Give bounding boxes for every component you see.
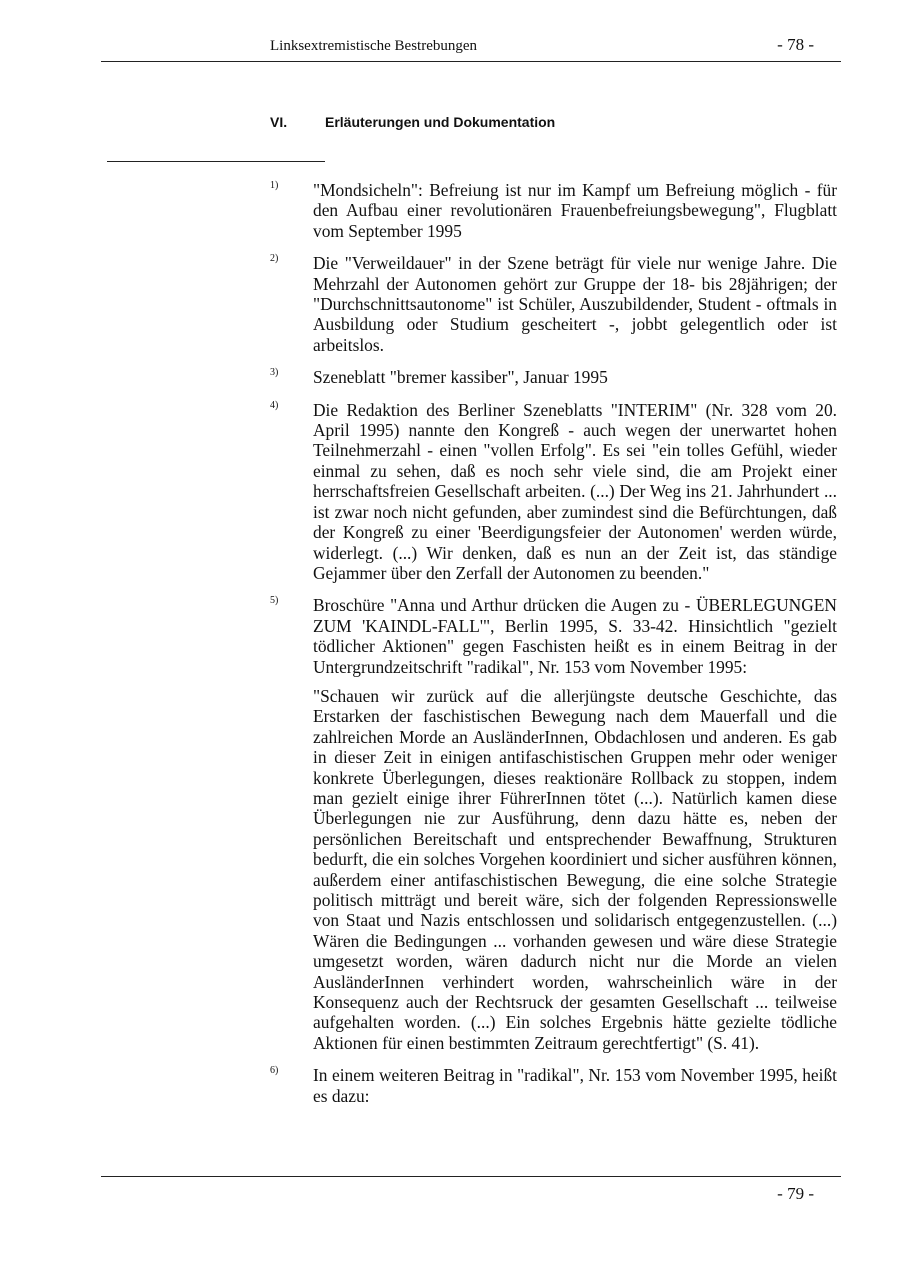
footnote-text: Broschüre "Anna und Arthur drücken die Augen zu - ÜBERLEGUNGEN ZUM 'KAINDL-FALL'", Berlin 1995, S. 33-42. Hinsichtlich "gezielt tödlicher Aktionen" gegen Faschisten heißt es in einem Beitrag in der Untergrundzeitschrift "radikal", Nr. 153 vom November 1995: bbox=[313, 595, 837, 677]
footnote-text: Szeneblatt "bremer kassiber", Januar 1995 bbox=[313, 367, 608, 388]
header-rule bbox=[101, 61, 841, 62]
footnote-separator bbox=[107, 161, 325, 162]
footnote-text: Die Redaktion des Berliner Szeneblatts "INTERIM" (Nr. 328 vom 20. April 1995) nannte den Kongreß - auch wegen der unerwartet hohen Teilnehmerzahl - einen "vollen Erfolg". Es sei "ein tolles Gefühl, wieder einmal zu sehen, daß es noch sehr viele sind, die am Projekt einer herrschaftsfreien Gesellschaft arbeiten. (...) Der Weg ins 21. Jahrhundert ... ist zwar noch nicht gefunden, aber zumindest sind die Befürchtungen, daß der Kongreß zu einer 'Beerdigungsfeier der Autonomen' werden würde, widerlegt. (...) Wir denken, daß es nun an der Zeit ist, das ständige Gejammer über den Zerfall der Autonomen zu beenden." bbox=[313, 399, 837, 583]
footnote-marker: 3) bbox=[270, 367, 279, 379]
footnote-marker: 5) bbox=[270, 595, 279, 607]
header-page-number: - 78 - bbox=[777, 35, 814, 54]
footnote-marker: 4) bbox=[270, 399, 279, 411]
footnote-marker: 6) bbox=[270, 1065, 279, 1077]
footnote-4 bbox=[270, 400, 837, 584]
footer-rule bbox=[101, 1176, 841, 1177]
footnote-quote: "Schauen wir zurück auf die allerjüngste deutsche Geschichte, das Erstarken der faschistischen Bewegung nach dem Mauerfall und die zahlreichen Morde an AusländerInnen, Obdachlosen und anderen. Es gab in dieser Zeit in einigen antifaschistischen Gruppen mehr oder weniger konkrete Überlegungen, dieses reaktionäre Rollback zu stoppen, indem man gezielt einige ihrer FührerInnen tötet (...). Natürlich kamen diese Überlegungen nie zur Ausführung, denn dazu hätte es, neben der persönlichen Bereitschaft und entsprechender Bewaffnung, Strukturen bedurft, die ein solches Vorgehen koordiniert und sicher ausführen können, außerdem einer antifaschistischen Bewegung, die eine solche Strategie politisch mitträgt und bereit wäre, sich der folgenden Repressionswelle von Staat und Nazis entschlossen und solidarisch entgegenzustellen. (...) Wären die Bedingungen ... vorhanden gewesen und wäre diese Strategie umgesetzt worden, wären dadurch nicht nur die Morde an vielen AusländerInnen verhindert worden, wahrscheinlich wäre in der Konsequenz auch der Rechtsruck der gesamten Gesellschaft ... teilweise aufgehalten worden. (...) Ein solches Ergebnis hätte gezielte tödliche Aktionen für einen bestimmten Zeitraum gerechtfertigt" (S. 41). bbox=[313, 685, 837, 1053]
footnote-text: "Mondsicheln": Befreiung ist nur im Kampf um Befreiung möglich - für den Aufbau einer revolutionären Frauenbefreiungsbewegung", Flugblatt vom September 1995 bbox=[313, 180, 837, 241]
footnote-2 bbox=[270, 253, 837, 355]
footnote-3 bbox=[270, 367, 837, 387]
footnote-text: In einem weiteren Beitrag in "radikal", Nr. 153 vom November 1995, heißt es dazu: bbox=[313, 1065, 837, 1106]
section-number: VI. bbox=[270, 114, 288, 130]
footnote-6 bbox=[270, 1065, 837, 1106]
footnote-list bbox=[270, 180, 837, 1118]
footnote-5 bbox=[270, 595, 837, 1053]
section-title: Erläuterungen und Dokumentation bbox=[325, 114, 556, 130]
footer-page-number: - 79 - bbox=[777, 1184, 814, 1203]
footnote-marker: 1) bbox=[270, 180, 279, 191]
footnote-text: Die "Verweildauer" in der Szene beträgt für viele nur wenige Jahre. Die Mehrzahl der Autonomen gehört zur Gruppe der 18- bis 28jährigen; der "Durchschnittsautonome" ist Schüler, Auszubildender, Student - oftmals in Ausbildung oder Studium gescheitert -, jobbt gelegentlich oder ist arbeitslos. bbox=[313, 253, 837, 355]
section-heading bbox=[270, 113, 555, 131]
running-header-title: Linksextremistische Bestrebungen bbox=[270, 38, 478, 54]
footnote-1 bbox=[270, 180, 837, 241]
footnote-marker: 2) bbox=[270, 253, 279, 265]
